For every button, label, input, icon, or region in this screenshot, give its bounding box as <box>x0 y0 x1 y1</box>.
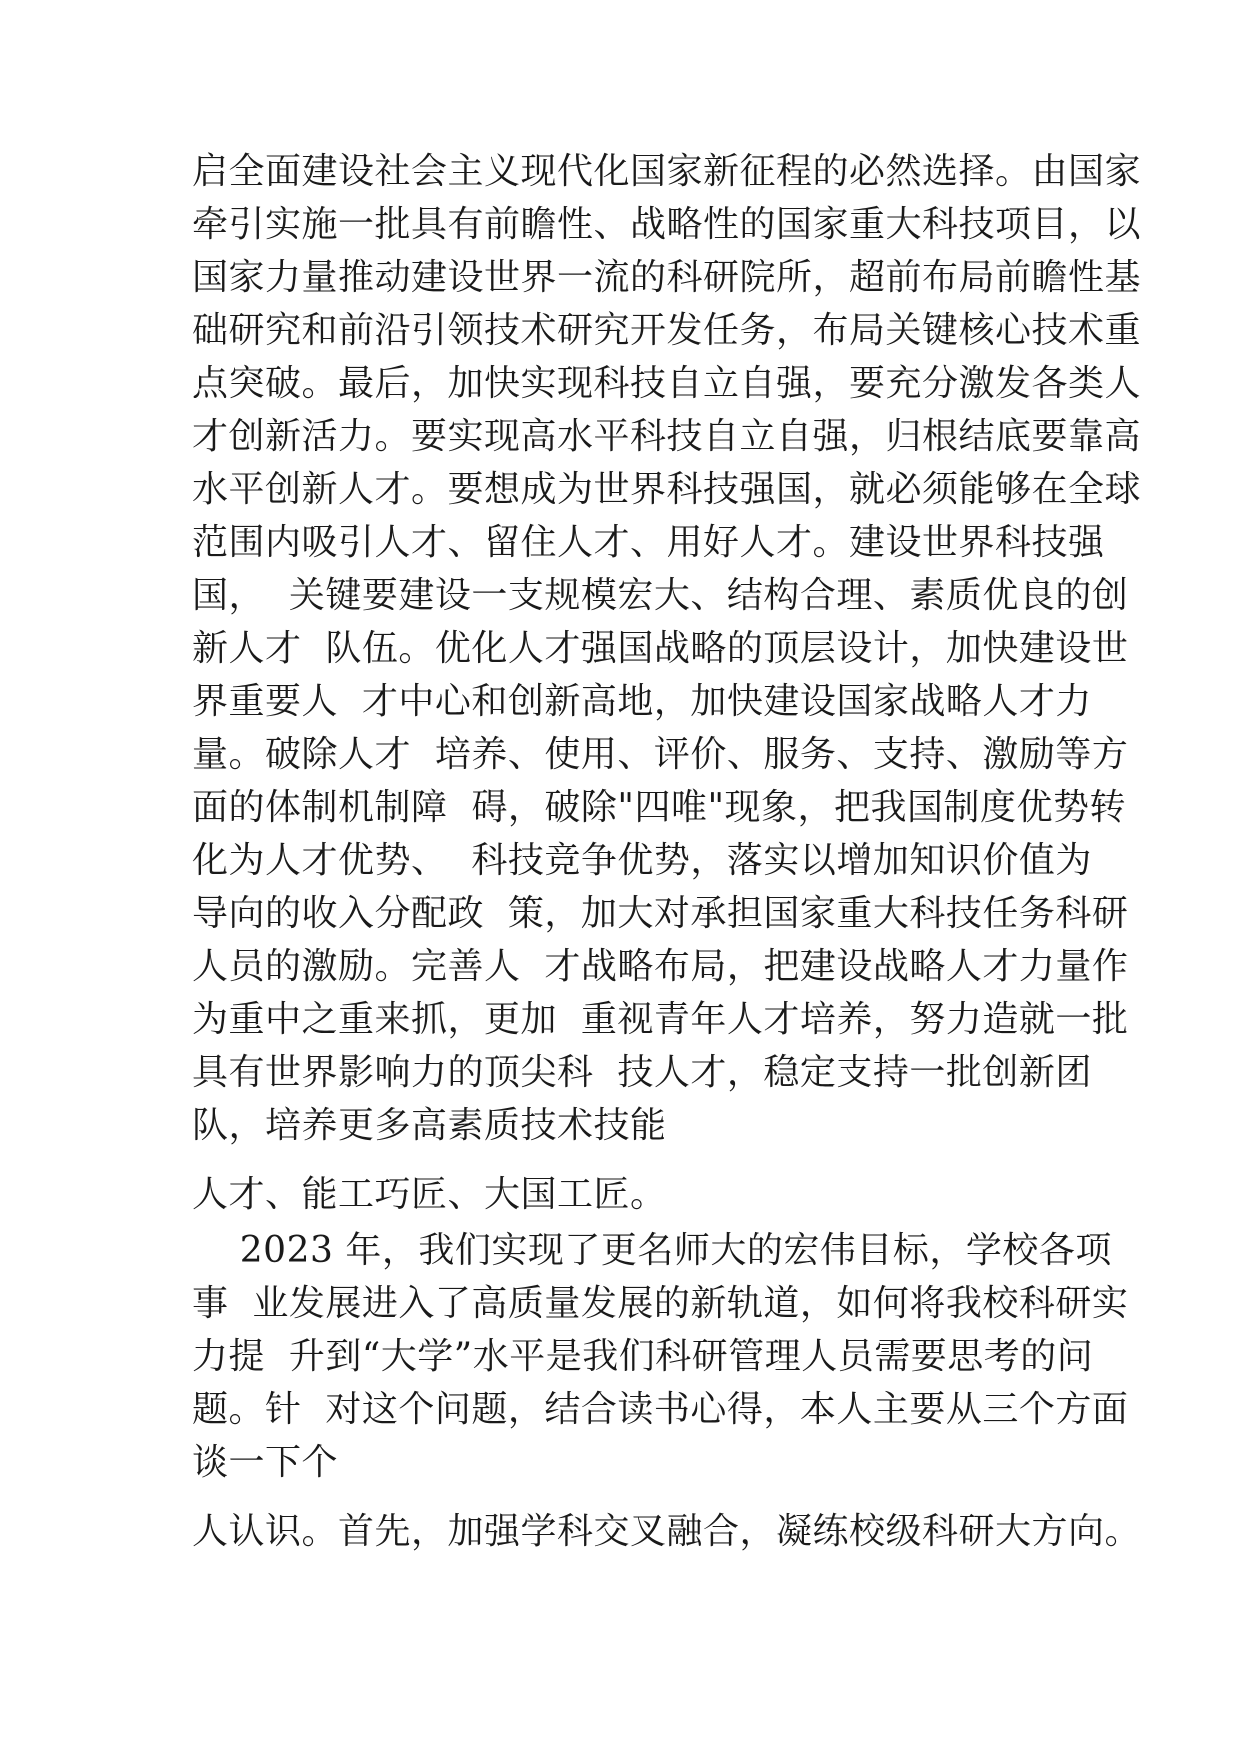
text-line: 量。破除人才 培养、使用、评价、服务、支持、激励等方 <box>192 734 1129 775</box>
text-line: 才创新活力。要实现高水平科技自立自强，归根结底要靠高 <box>192 416 1142 457</box>
text-line: 点突破。最后，加快实现科技自立自强，要充分激发各类人 <box>192 363 1142 404</box>
text-line: 范围内吸引人才、留住人才、用好人才。建设世界科技强 <box>192 522 1105 563</box>
text-line: 新人才 队伍。优化人才强国战略的顶层设计，加快建设世 <box>192 628 1129 669</box>
text-line: 国， 关键要建设一支规模宏大、结构合理、素质优良的创 <box>192 575 1129 616</box>
text-line: 人才、能工巧匠、大国工匠。 <box>192 1174 667 1215</box>
text-line: 2023 年，我们实现了更名师大的宏伟目标，学校各项 <box>192 1230 1112 1271</box>
text-line: 谈一下个 <box>192 1442 339 1483</box>
text-line: 导向的收入分配政 策，加大对承担国家重大科技任务科研 <box>192 893 1129 934</box>
text-line: 人员的激励。完善人 才战略布局，把建设战略人才力量作 <box>192 946 1129 987</box>
text-line: 力提 升到“大学”水平是我们科研管理人员需要思考的问 <box>192 1336 1094 1377</box>
text-line: 具有世界影响力的顶尖科 技人才，稳定支持一批创新团 <box>192 1052 1092 1093</box>
text-line: 化为人才优势、 科技竞争优势，落实以增加知识价值为 <box>192 840 1092 881</box>
text-line: 队，培养更多高素质技术技能 <box>192 1105 667 1146</box>
text-line: 础研究和前沿引领技术研究开发任务，布局关键核心技术重 <box>192 310 1142 351</box>
text-line: 题。针 对这个问题，结合读书心得，本人主要从三个方面 <box>192 1389 1129 1430</box>
text-line: 界重要人 才中心和创新高地，加快建设国家战略人才力 <box>192 681 1092 722</box>
text-line: 面的体制机制障 碍，破除"四唯"现象，把我国制度优势转 <box>192 787 1127 828</box>
text-line: 牵引实施一批具有前瞻性、战略性的国家重大科技项目，以 <box>192 204 1142 245</box>
text-line: 启全面建设社会主义现代化国家新征程的必然选择。由国家 <box>192 151 1142 192</box>
text-line: 为重中之重来抓，更加 重视青年人才培养，努力造就一批 <box>192 999 1129 1040</box>
text-line: 国家力量推动建设世界一流的科研院所，超前布局前瞻性基 <box>192 257 1142 298</box>
text-line: 人认识。首先，加强学科交叉融合，凝练校级科研大方向。 <box>192 1511 1142 1552</box>
text-line: 水平创新人才。要想成为世界科技强国，就必须能够在全球 <box>192 469 1142 510</box>
text-line: 事 业发展进入了高质量发展的新轨道，如何将我校科研实 <box>192 1283 1129 1324</box>
